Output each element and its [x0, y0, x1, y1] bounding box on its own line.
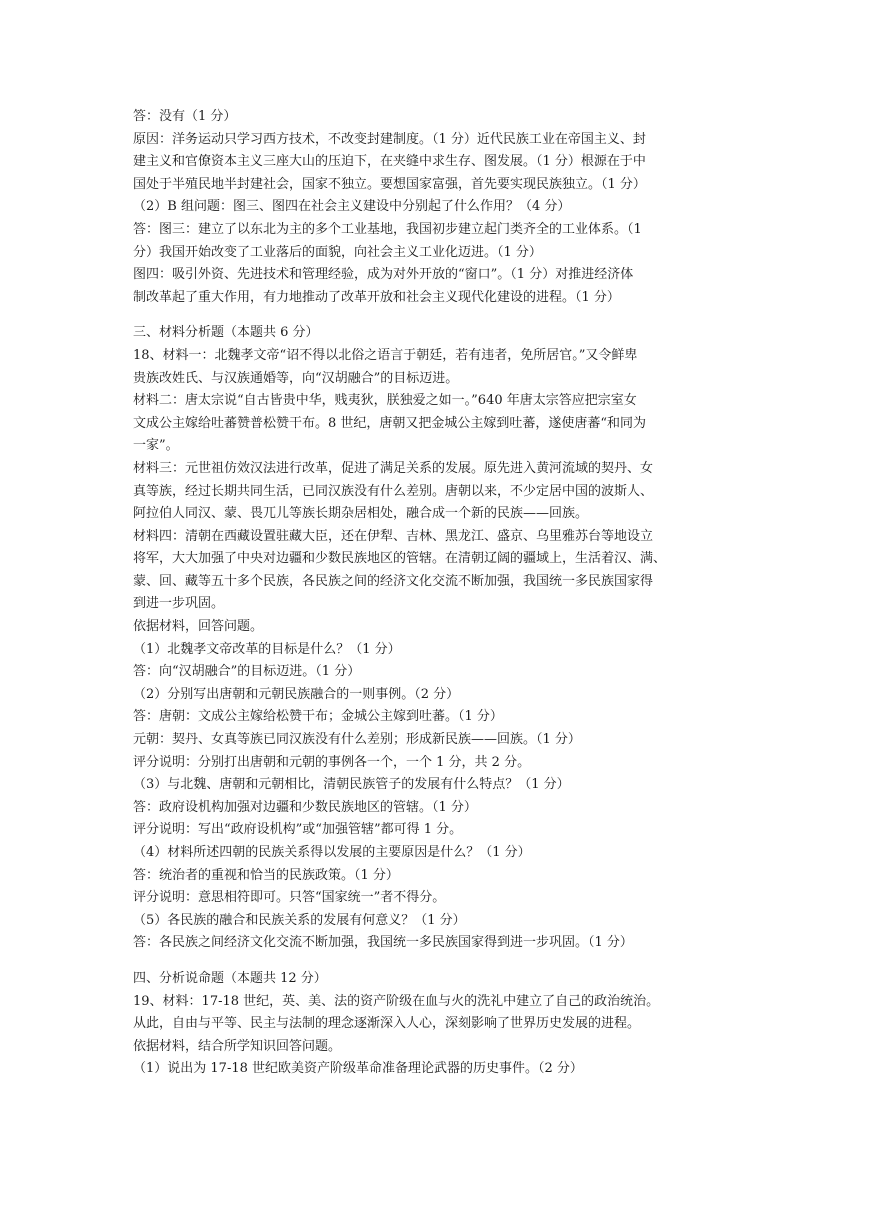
text-line: 答：没有（1 分）	[133, 109, 237, 124]
answer-text-block	[133, 106, 745, 1081]
text-line: （2）B 组问题：图三、图四在社会主义建设中分别起了什么作用？（4 分）	[133, 199, 571, 215]
text-line: 依据材料，结合所学知识回答问题。	[133, 1038, 342, 1054]
text-line: 答：政府设机构加强对边疆和少数民族地区的管辖。（1 分）	[133, 799, 477, 815]
text-line: 评分说明：分别打出唐朝和元朝的事例各一个，一个 1 分，共 2 分。	[133, 754, 531, 770]
text-line: 蒙、回、藏等五十多个民族，各民族之间的经济文化交流不断加强，我国统一多民族国家得	[133, 573, 654, 589]
section-gap	[133, 309, 745, 322]
text-line: 到进一步巩固。	[133, 596, 225, 612]
text-line: 真等族，经过长期共同生活，已同汉族没有什么差别。唐朝以来，不少定居中国的波斯人、	[133, 483, 654, 499]
text-line: 19、材料：17-18 世纪，英、美、法的资产阶级在血与火的洗礼中建立了自己的政治统治。	[133, 993, 660, 1009]
text-line: 图四：吸引外资、先进技术和管理经验，成为对外开放的“窗口”。（1 分）对推进经济体	[133, 267, 634, 283]
text-line: 建主义和官僚资本主义三座大山的压迫下，在夹缝中求生存、图发展。（1 分）根源在于中	[133, 154, 646, 170]
text-line: 阿拉伯人同汉、蒙、畏兀儿等族长期杂居相处，融合成一个新的民族——回族。	[133, 506, 589, 522]
text-line: （1）说出为 17-18 世纪欧美资产阶级革命准备理论武器的历史事件。（2 分）	[133, 1061, 583, 1077]
text-line: 评分说明：写出“政府设机构”或“加强管辖”都可得 1 分。	[133, 822, 463, 838]
text-line: 从此，自由与平等、民主与法制的理念逐渐深入人心，深刻影响了世界历史发展的进程。	[133, 1016, 641, 1032]
text-line: （1）北魏孝文帝改革的目标是什么？（1 分）	[133, 641, 401, 657]
section-heading: 四、分析说命题（本题共 12 分）	[133, 970, 327, 986]
text-line: 分）我国开始改变了工业落后的面貌，向社会主义工业化迈进。（1 分）	[133, 244, 542, 260]
text-line: 依据材料，回答问题。	[133, 619, 264, 635]
text-line: 答：统治者的重视和恰当的民族政策。（1 分）	[133, 867, 399, 883]
section-heading: 三、材料分析题（本题共 6 分）	[133, 325, 319, 341]
section-gap	[133, 955, 745, 968]
text-line: 元朝：契丹、女真等族已同汉族没有什么差别；形成新民族——回族。（1 分）	[133, 732, 581, 748]
text-line: 答：图三：建立了以东北为主的多个工业基地，我国初步建立起门类齐全的工业体系。（1	[133, 221, 642, 237]
text-line: 原因：洋务运动只学习西方技术，不改变封建制度。（1 分）近代民族工业在帝国主义、封	[133, 131, 646, 147]
text-line: 文成公主嫁给吐蕃赞普松赞干布。8 世纪，唐朝又把金城公主嫁到吐蕃，遂使唐蕃“和同为	[133, 415, 647, 431]
text-line: 制改革起了重大作用，有力地推动了改革开放和社会主义现代化建设的进程。（1 分）	[133, 289, 620, 305]
text-line: 答：唐朝：文成公主嫁给松赞干布；金城公主嫁到吐蕃。（1 分）	[133, 709, 503, 725]
text-line: 材料四：清朝在西藏设置驻藏大臣，还在伊犁、吉林、黑龙江、盛京、乌里雅苏台等地设立	[133, 528, 654, 544]
text-line: 答：各民族之间经济文化交流不断加强，我国统一多民族国家得到进一步巩固。（1 分）	[133, 935, 633, 951]
text-line: 贵族改姓氏、与汉族通婚等，向“汉胡融合”的目标迈进。	[133, 370, 459, 386]
text-line: （4）材料所述四朝的民族关系得以发展的主要原因是什么？（1 分）	[133, 845, 531, 860]
text-line: 将军，大大加强了中央对边疆和少数民族地区的管辖。在清朝辽阔的疆域上，生活着汉、满、	[133, 551, 667, 567]
text-line: 答：向“汉胡融合”的目标迈进。（1 分）	[133, 664, 361, 680]
text-line: （2）分别写出唐朝和元朝民族融合的一则事例。（2 分）	[133, 686, 460, 702]
text-line: 18、材料一：北魏孝文帝“诏不得以北俗之语言于朝廷，若有违者，免所居官。”又令鲜卑	[133, 347, 638, 363]
text-line: 材料二：唐太宗说“自古皆贵中华，贱夷狄，朕独爱之如一。”640 年唐太宗答应把宗室女	[133, 393, 637, 409]
text-line: 国处于半殖民地半封建社会，国家不独立。要想国家富强，首先要实现民族独立。（1 分）	[133, 176, 646, 192]
text-line: 材料三：元世祖仿效汉法进行改革，促进了满足关系的发展。原先进入黄河流域的契丹、女	[133, 460, 654, 476]
text-line: （3）与北魏、唐朝和元朝相比，清朝民族管子的发展有什么特点？（1 分）	[133, 777, 570, 793]
text-line: 评分说明：意思相符即可。只答“国家统一”者不得分。	[133, 890, 446, 906]
text-line: 一家”。	[133, 438, 179, 454]
text-line: （5）各民族的融合和民族关系的发展有何意义？（1 分）	[133, 912, 466, 928]
